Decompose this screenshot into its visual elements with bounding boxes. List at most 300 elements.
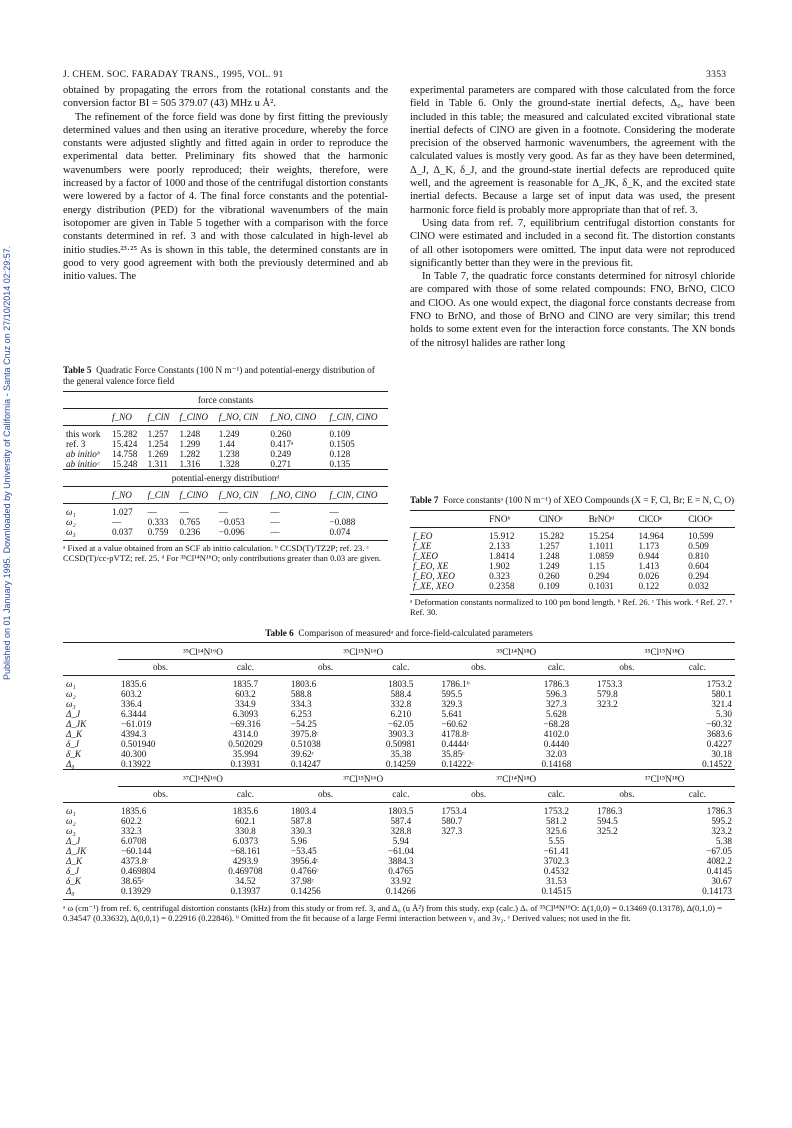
table-cell: 0.14266 [385, 886, 416, 896]
table-row [63, 676, 735, 690]
table-row [63, 719, 735, 729]
table-row [63, 846, 735, 856]
table-cell: 1.027 [112, 507, 133, 517]
table-cell: 0.13929 [121, 886, 151, 896]
table-cell: 0.4765 [388, 866, 414, 876]
table-cell: 0.074 [329, 527, 351, 537]
table-cell: 4102.0 [543, 729, 570, 739]
column-header: FNOᵇ [489, 514, 511, 524]
table-cell: 330.8 [235, 826, 256, 836]
table-cell: 0.128 [329, 449, 351, 459]
paragraph: The refinement of the force field was done by first fitting the previously determined values and then using an iterative procedure, whereby the force constants were adjusted slightly and fitted again in order to reproduce the experimental data better. Preliminary fits showed that the harmonic wavenumbers were poorly reproduced; their weights, therefore, were increased by a factor of 1000 and those of the centrifugal distortion constants were lowered by a factor of 4. The final force constants and the potential-energy distribution (PED) for the vibrational wavenumbers of the main isotopomer are given in Table 5 together with a comparison with the force constants determined in ref. 3 and with those calculated in high-level ab initio studies.²³·²⁵ As is shown in this table, the determined constants are in good to very good agreement with both the previously determined and ab initio values. The [63, 111, 388, 283]
table-cell: 40.300 [121, 749, 147, 759]
table-cell: 595.2 [711, 816, 732, 826]
table-cell [63, 643, 118, 660]
table-row [63, 759, 735, 770]
calc-header: calc. [547, 789, 565, 799]
table-cell: 1786.3 [543, 679, 570, 689]
row-label: Δ₀ [66, 759, 75, 769]
table-cell: −54.25 [290, 719, 317, 729]
table-cell: 328.8 [390, 826, 412, 836]
table-cell: 594.5 [597, 816, 618, 826]
table-cell: 5.38 [715, 836, 732, 846]
column-header: f_NO, ClNO [270, 412, 317, 422]
row-label: this work [66, 429, 101, 439]
table-cell: 4082.2 [706, 856, 732, 866]
table-cell [594, 719, 660, 729]
table-cell: 1835.6 [121, 679, 147, 689]
table-cell: 0.037 [112, 527, 133, 537]
table-cell [63, 787, 118, 803]
table-cell [594, 866, 660, 876]
table-cell: 0.260 [270, 429, 292, 439]
calc-header: calc. [688, 662, 706, 672]
table-cell: 0.1505 [329, 439, 355, 449]
table-cell: 0.13922 [121, 759, 151, 769]
table-cell: 588.4 [390, 689, 412, 699]
table-cell: 38.65ᶜ [121, 876, 145, 886]
table-cell: 596.3 [546, 689, 567, 699]
table-cell: 1786.1ᵇ [441, 679, 470, 689]
row-label: ω₁ [66, 507, 76, 517]
row-label: δ_J [66, 866, 79, 876]
table-cell: 10.599 [688, 531, 714, 541]
table-cell: 0.417ᵃ [270, 439, 294, 449]
table-cell: 603.2 [121, 689, 142, 699]
column-header: ClCOᵉ [638, 514, 663, 524]
table-cell: 1.249 [538, 561, 560, 571]
table-cell: 323.2 [597, 699, 618, 709]
table-cell: 39.62ᶜ [290, 749, 314, 759]
table-cell: 3956.4ᶜ [290, 856, 319, 866]
column-header: f_NO, ClNO [270, 490, 317, 500]
table-row [63, 689, 735, 699]
column-header: f_NO [112, 490, 132, 500]
table-cell: 1.44 [218, 439, 235, 449]
row-label: f_EO [413, 531, 433, 541]
table-cell [438, 886, 518, 896]
table-cell [594, 886, 660, 896]
table-cell [438, 836, 518, 846]
table-row [63, 856, 735, 866]
table-cell: 5.641 [441, 709, 463, 719]
table-row [410, 571, 735, 581]
column-header: ClOOᵉ [688, 514, 713, 524]
table-cell: 1753.4 [441, 806, 467, 816]
table-cell: 1.316 [179, 459, 201, 469]
table-cell: 4314.0 [232, 729, 259, 739]
table-cell: 15.282 [112, 429, 138, 439]
table-cell [594, 739, 660, 749]
table-cell: 325.6 [546, 826, 567, 836]
table-row [63, 886, 735, 896]
section-header: force constants [197, 395, 254, 405]
table-cell: 0.50981 [385, 739, 416, 749]
table-row [410, 528, 735, 542]
column-header: f_ClN, ClNO [329, 490, 378, 500]
table-cell: 35.85ᶜ [441, 749, 465, 759]
table-cell: 1835.7 [232, 679, 259, 689]
column-header [410, 511, 486, 528]
table-cell: −60.32 [706, 719, 732, 729]
table-cell: 0.236 [179, 527, 201, 537]
table-cell [594, 876, 660, 886]
table-cell: 1835.6 [232, 806, 259, 816]
table-cell: 579.8 [597, 689, 618, 699]
table-cell: −0.096 [218, 527, 245, 537]
table-cell: −67.05 [706, 846, 732, 856]
row-label: δ_K [66, 876, 81, 886]
table-cell: 1803.5 [388, 679, 414, 689]
table-row [63, 449, 388, 459]
row-label: ω₂ [66, 517, 76, 527]
obs-header: obs. [152, 662, 169, 672]
table-cell: 0.501940 [121, 739, 156, 749]
table-cell: 1.328 [218, 459, 240, 469]
table-row [410, 551, 735, 561]
table-cell: 0.135 [329, 459, 351, 469]
table-cell: 332.8 [390, 699, 412, 709]
table-cell: — [270, 527, 280, 537]
calc-header: calc. [547, 662, 565, 672]
row-label: Δ_K [66, 729, 83, 739]
table-cell: 3702.3 [543, 856, 570, 866]
table-cell: 0.333 [147, 517, 169, 527]
table-cell [594, 856, 660, 866]
section-header: potential-energy distributionᵈ [171, 473, 280, 483]
table-cell: 602.2 [121, 816, 142, 826]
table-cell: 32.03 [546, 749, 567, 759]
table-row [410, 581, 735, 591]
table-cell: 334.9 [235, 699, 256, 709]
table-cell: −61.41 [543, 846, 570, 856]
row-label: f_XEO [413, 551, 439, 561]
table-cell: 0.294 [588, 571, 610, 581]
table-cell: 1.254 [147, 439, 169, 449]
table-cell: 14.964 [638, 531, 664, 541]
table-row [63, 527, 388, 537]
table-cell: −0.053 [218, 517, 245, 527]
table-cell: 33.92 [390, 876, 412, 886]
table-cell: 588.8 [290, 689, 312, 699]
table-cell: 0.944 [638, 551, 660, 561]
table-cell: — [179, 507, 189, 517]
table-cell: 1753.2 [706, 679, 732, 689]
isotopomer-header: ³⁷Cl¹⁴N¹⁶O [118, 770, 288, 787]
paragraph: obtained by propagating the errors from the rotational constants and the conversion factor BI = 505 379.07 (43) MHz u Å². [63, 85, 388, 110]
table-cell: 4178.8ᶜ [441, 729, 470, 739]
table-cell: 5.628 [546, 709, 567, 719]
table-cell: 6.0373 [232, 836, 259, 846]
table-cell: 580.1 [711, 689, 732, 699]
table-row [63, 836, 735, 846]
table-cell [63, 660, 118, 676]
calc-header: calc. [688, 789, 706, 799]
table-cell: 0.765 [179, 517, 201, 527]
table-cell: 1.269 [147, 449, 169, 459]
table-cell: 15.912 [489, 531, 515, 541]
table-cell: 0.14259 [385, 759, 416, 769]
calc-header: calc. [392, 789, 410, 799]
table-cell: 1835.6 [121, 806, 147, 816]
table-cell: — [270, 517, 280, 527]
column-header: f_NO [112, 412, 132, 422]
isotopomer-header: ³⁷Cl¹⁵N¹⁸O [594, 770, 735, 787]
table-cell: 0.4440 [543, 739, 570, 749]
row-label: ω₂ [66, 689, 76, 699]
table-cell: 0.13931 [230, 759, 261, 769]
table-row [63, 504, 388, 518]
table-row [63, 426, 388, 440]
table-cell: 5.55 [548, 836, 565, 846]
table-cell: 336.4 [121, 699, 142, 709]
row-label: ω₁ [66, 679, 76, 689]
table-cell [594, 759, 660, 770]
table-cell: −62.05 [387, 719, 414, 729]
table-cell: 6.210 [390, 709, 412, 719]
table-row [63, 729, 735, 739]
table-row [63, 816, 735, 826]
row-label: ω₃ [66, 527, 76, 537]
row-label: Δ_J [66, 709, 81, 719]
table-cell: 6.3444 [121, 709, 147, 719]
row-label: ω₃ [66, 699, 76, 709]
table-cell: 4394.3 [121, 729, 147, 739]
table-cell: 1.311 [147, 459, 168, 469]
table-cell [594, 836, 660, 846]
table-cell: 6.0708 [121, 836, 147, 846]
table-cell: 1753.3 [597, 679, 623, 689]
table-cell: — [329, 507, 339, 517]
paragraph: In Table 7, the quadratic force constants determined for nitrosyl chloride are compared with those of some related compounds: FNO, BrNO, ClCO and ClOO. As one would expect, the diagonal force constants decrease from FNO to BrNO, and those of BrNO and ClNO are very similar; this trend holds to some extent even for the interaction force constants. The XN bonds of the nitrosyl halides are rather long [410, 271, 735, 349]
row-label: Δ₀ [66, 886, 75, 896]
row-label: ab initioᵇ [66, 449, 100, 459]
row-label: ω₂ [66, 816, 76, 826]
calc-header: calc. [236, 789, 254, 799]
table-cell: 2.133 [489, 541, 510, 551]
row-label: f_XE, XEO [413, 581, 454, 591]
paragraph: Using data from ref. 7, equilibrium centrifugal distortion constants for ClNO were estimated and included in a second fit. The distortion constants of all other isotopomers were omitted. The input data were not reproduced significantly better than they were in the previous fit. [410, 217, 735, 269]
table-cell: −61.019 [121, 719, 152, 729]
table-cell: 587.8 [290, 816, 312, 826]
column-header: f_ClN [147, 490, 170, 500]
table-row [410, 561, 735, 571]
row-label: ω₃ [66, 826, 76, 836]
table-cell: 3683.6 [706, 729, 732, 739]
table-cell: 1.248 [538, 551, 560, 561]
table-cell: 14.758 [112, 449, 138, 459]
table-cell: 4293.9 [232, 856, 259, 866]
table-cell: 30.67 [711, 876, 732, 886]
row-label: f_XE [413, 541, 432, 551]
table-cell [438, 876, 518, 886]
page-number: 3353 [706, 69, 727, 80]
row-label: ab initioᶜ [66, 459, 100, 469]
table-cell: 15.424 [112, 439, 138, 449]
column-header: f_ClN, ClNO [329, 412, 378, 422]
row-label: ω₁ [66, 806, 76, 816]
table-cell: 0.502029 [228, 739, 263, 749]
table-footnote: ᵃ ω (cm⁻¹) from ref. 6, centrifugal distortion constants (kHz) from this study or from ref. 3, and Δ₀ (u Å²) from this study. exp (calc.) Δᵥ of ³⁵Cl¹⁴N¹⁶O: Δ(1,0,0) = 0.13469 (0.13178), Δ(0,1,0) = 0.34547 (0.33632), Δ(0,0,1) = 0.22916 (0.22846). ᵇ Omitted from the fit because of a large Fermi interaction between ν₁ and 3ν₂. ᶜ Derived values; not used in the fit. [63, 899, 735, 924]
table-cell: 0.469804 [121, 866, 156, 876]
obs-header: obs. [318, 662, 334, 672]
table-cell: 1.902 [489, 561, 510, 571]
table-cell: 1803.4 [290, 806, 317, 816]
table-cell: 1.249 [218, 429, 240, 439]
table-cell: 1786.3 [706, 806, 732, 816]
table-cell: 1.8414 [489, 551, 515, 561]
table-cell: 0.14256 [290, 886, 321, 896]
table-cell: 1.248 [179, 429, 201, 439]
table-cell: 35.994 [232, 749, 259, 759]
table-row [63, 517, 388, 527]
table-cell: 0.509 [688, 541, 709, 551]
table-cell: −0.088 [329, 517, 356, 527]
table-cell: 325.2 [597, 826, 618, 836]
paragraph: experimental parameters are compared with those calculated from the force field in Table 6. Only the ground-state inertial defects, Δ₀, have been included in this table; the measured and calculated excited vibrational state inertial defects of ClNO are given in a footnote. Considering the moderate precision of the observed harmonic wavenumbers, the agreement with the calculated values is mostly very good. As far as they have been determined, Δ_J, Δ_K, δ_J, and the ground-state inertial defects are reproduced quite well, and the agreement is reasonable for Δ_JK, δ_K, and the excited state inertial defects. Because a large set of input data was used, the present harmonic force field is probably more appropriate than that of ref. 3. [410, 85, 735, 216]
table-cell: 0.4145 [706, 866, 732, 876]
running-header: J. CHEM. SOC. FARADAY TRANS., 1995, VOL. 91 [63, 69, 284, 80]
table-6 [63, 628, 735, 924]
isotopomer-header: ³⁵Cl¹⁵N¹⁶O [288, 643, 439, 660]
column-header: f_ClN [147, 412, 170, 422]
table-cell: 0.14515 [541, 886, 572, 896]
left-column [63, 84, 388, 283]
column-header: f_NO, ClN [218, 490, 259, 500]
table-cell: 1.257 [538, 541, 560, 551]
table-row [63, 826, 735, 836]
table-cell: 1.299 [179, 439, 201, 449]
obs-calc-header-row [63, 660, 735, 676]
table-cell [594, 709, 660, 719]
table-cell: 0.1031 [588, 581, 614, 591]
table-cell [63, 770, 118, 787]
table-cell: 327.3 [441, 826, 463, 836]
column-header: f_ClNO [179, 412, 209, 422]
table-cell [438, 866, 518, 876]
table-cell: 1.282 [179, 449, 201, 459]
table-cell: — [147, 507, 157, 517]
table-cell: 0.271 [270, 459, 292, 469]
table-cell: 1.238 [218, 449, 240, 459]
table-cell [438, 856, 518, 866]
table-cell: −60.62 [441, 719, 468, 729]
column-header: f_NO, ClN [218, 412, 259, 422]
table-row [63, 439, 388, 449]
table-cell: 0.51038 [290, 739, 321, 749]
table-cell: −69.316 [230, 719, 261, 729]
table-row [63, 699, 735, 709]
table-row [63, 459, 388, 470]
column-header [63, 409, 109, 426]
table-cell: −60.144 [121, 846, 152, 856]
table-cell: 3903.3 [388, 729, 414, 739]
table-cell: 587.4 [390, 816, 412, 826]
table-cell: 5.30 [715, 709, 732, 719]
table-cell: 15.282 [538, 531, 565, 541]
table-cell: 37.98ᶜ [290, 876, 314, 886]
table-cell: −61.04 [387, 846, 414, 856]
table-cell: 30.18 [711, 749, 732, 759]
isotopomer-header: ³⁵Cl¹⁵N¹⁸O [594, 643, 735, 660]
table-cell: 5.96 [290, 836, 307, 846]
table-cell: 15.254 [588, 531, 614, 541]
column-header [63, 487, 109, 504]
table-cell: 0.249 [270, 449, 292, 459]
table-row [63, 749, 735, 759]
table-cell: 595.5 [441, 689, 463, 699]
table-cell: 0.810 [688, 551, 709, 561]
table-cell: 0.4532 [543, 866, 570, 876]
table-cell: 0.2358 [489, 581, 515, 591]
table-cell: 580.7 [441, 816, 463, 826]
table-cell: 1803.6 [290, 679, 317, 689]
table-cell: 31.53 [546, 876, 567, 886]
table-cell: 321.4 [711, 699, 732, 709]
table-cell: 3884.3 [388, 856, 414, 866]
table-cell: 0.4444ᶜ [441, 739, 470, 749]
isotopomer-header-row [63, 643, 735, 660]
table-cell: 0.13937 [230, 886, 261, 896]
table-cell: 6.253 [290, 709, 312, 719]
table-cell: −53.45 [290, 846, 317, 856]
table-cell: 0.14173 [702, 886, 732, 896]
table-cell: 0.14522 [702, 759, 732, 769]
table-cell: 1.15 [588, 561, 605, 571]
row-label: Δ_JK [66, 719, 87, 729]
table-caption: Table 6 Comparison of measuredᵃ and force-field-calculated parameters [265, 628, 533, 638]
table-cell: 1.0859 [588, 551, 614, 561]
table-cell: 0.4227 [706, 739, 732, 749]
table-cell: 581.2 [546, 816, 567, 826]
table-cell: −68.161 [230, 846, 261, 856]
table-cell: 1.173 [638, 541, 660, 551]
table-cell: 0.109 [329, 429, 351, 439]
table-cell: 1753.2 [543, 806, 570, 816]
table-cell: 329.3 [441, 699, 463, 709]
table-cell: 6.3093 [232, 709, 259, 719]
row-label: f_EO, XE [413, 561, 449, 571]
row-label: δ_K [66, 749, 81, 759]
table-cell: 0.122 [638, 581, 660, 591]
table-cell: 330.3 [290, 826, 312, 836]
table-cell: 0.294 [688, 571, 709, 581]
row-label: Δ_K [66, 856, 83, 866]
obs-calc-header-row [63, 787, 735, 803]
table-cell: — [112, 517, 122, 527]
table-cell: 5.94 [392, 836, 409, 846]
row-label: Δ_J [66, 836, 81, 846]
table-row [63, 866, 735, 876]
table-cell: 332.3 [121, 826, 142, 836]
table-cell: 327.3 [546, 699, 567, 709]
table-cell: 0.260 [538, 571, 560, 581]
obs-header: obs. [619, 789, 635, 799]
table-cell: 0.323 [489, 571, 510, 581]
column-header: f_ClNO [179, 490, 209, 500]
table-cell: 35.38 [390, 749, 412, 759]
isotopomer-header: ³⁵Cl¹⁴N¹⁶O [118, 643, 288, 660]
row-label: δ_J [66, 739, 79, 749]
table-cell: 323.2 [711, 826, 732, 836]
table-cell: 0.14168 [541, 759, 572, 769]
table5-grid [63, 391, 388, 537]
table-row [410, 541, 735, 551]
table-caption: Table 5 Quadratic Force Constants (100 N m⁻¹) and potential-energy distribution of the general valence force field [63, 365, 375, 386]
table-cell: 0.14222ᶜ [441, 759, 474, 769]
table-cell: 1.413 [638, 561, 660, 571]
table-row [63, 739, 735, 749]
